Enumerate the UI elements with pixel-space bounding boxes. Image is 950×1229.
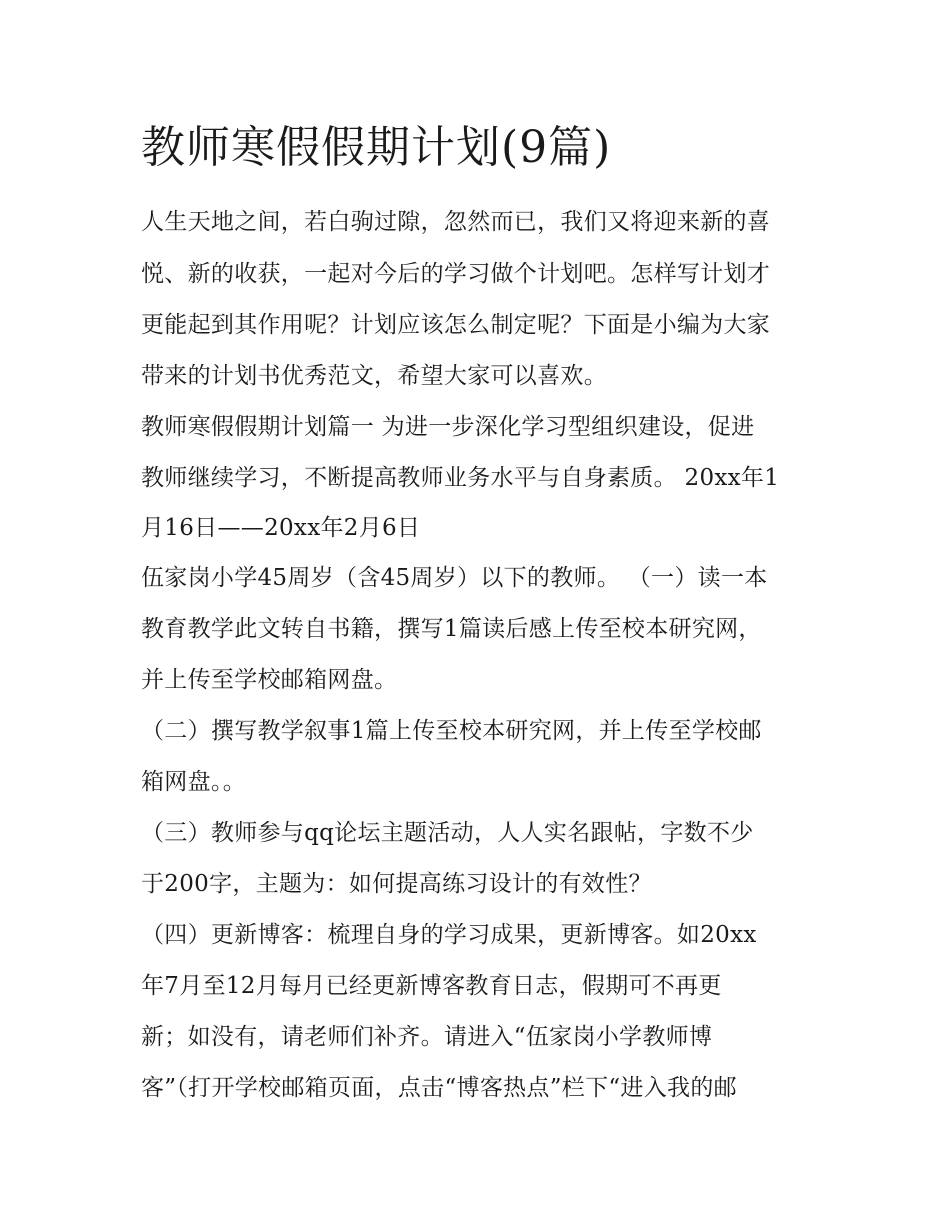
body-line: 月16日——20xx年2月6日 bbox=[141, 515, 421, 541]
body-line: （三）教师参与qq论坛主题活动，人人实名跟帖，字数不少 bbox=[141, 820, 754, 846]
body-line: 教师继续学习，不断提高教师业务水平与自身素质。 20xx年1 bbox=[141, 465, 780, 491]
body-line: 带来的计划书优秀范文，希望大家可以喜欢。 bbox=[141, 363, 607, 389]
body-line: 并上传至学校邮箱网盘。 bbox=[141, 667, 398, 693]
body-line: 教师寒假假期计划篇一 为进一步深化学习型组织建设，促进 bbox=[141, 414, 755, 440]
body-line: 年7月至12月每月已经更新博客教育日志，假期可不再更 bbox=[141, 973, 722, 999]
page-title: 教师寒假假期计划(9篇) bbox=[141, 122, 612, 173]
body-line: 悦、新的收获，一起对今后的学习做个计划吧。怎样写计划才 bbox=[141, 261, 771, 287]
body-line: 教育教学此文转自书籍，撰写1篇读后感上传至校本研究网， bbox=[141, 616, 762, 642]
body-line: 新；如没有，请老师们补齐。请进入“伍家岗小学教师博 bbox=[141, 1024, 713, 1050]
body-line: 伍家岗小学45周岁（含45周岁）以下的教师。 （一）读一本 bbox=[141, 565, 768, 591]
body-line: 箱网盘。。 bbox=[141, 769, 246, 795]
body-line: （四）更新博客：梳理自身的学习成果，更新博客。如20xx bbox=[141, 922, 757, 948]
body-line: 人生天地之间，若白驹过隙，忽然而已，我们又将迎来新的喜 bbox=[141, 209, 771, 235]
body-line: 客”（打开学校邮箱页面，点击“博客热点”栏下“进入我的邮 bbox=[141, 1075, 737, 1101]
body-line: （二）撰写教学叙事1篇上传至校本研究网，并上传至学校邮 bbox=[141, 718, 762, 744]
body-line: 于200字，主题为：如何提高练习设计的有效性？ bbox=[141, 871, 652, 897]
body-line: 更能起到其作用呢？计划应该怎么制定呢？下面是小编为大家 bbox=[141, 312, 771, 338]
